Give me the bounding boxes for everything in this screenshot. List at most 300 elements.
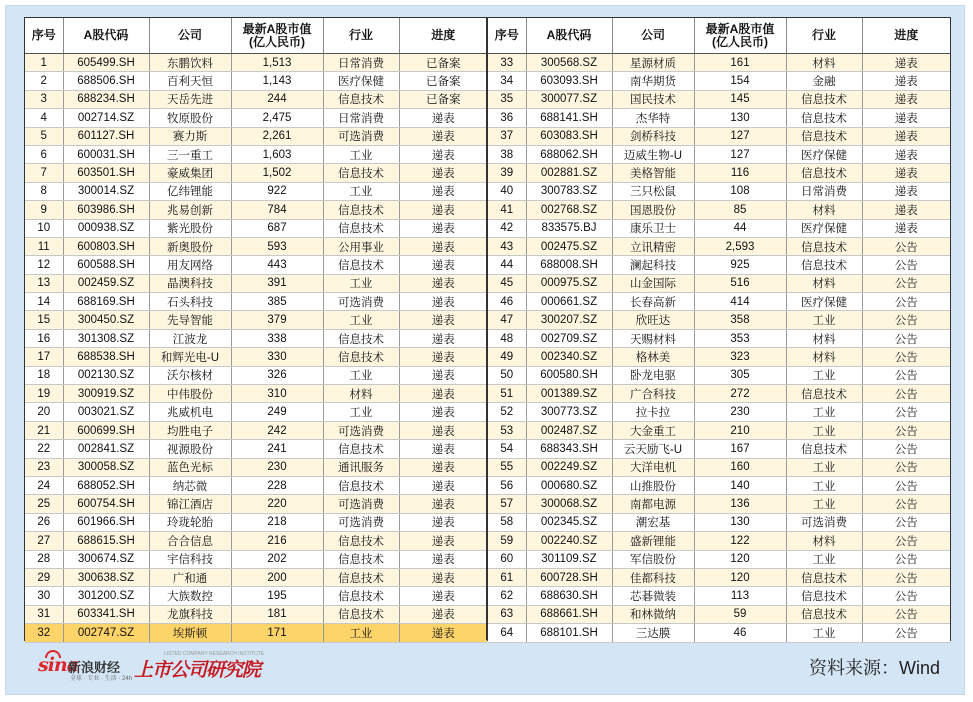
table-row: [488, 587, 950, 605]
cell-company: 大金重工: [612, 421, 694, 439]
cell-progress: 递表: [399, 348, 487, 366]
cell-progress: 公告: [862, 256, 950, 274]
cell-index: 31: [25, 605, 63, 623]
cell-progress: 递表: [399, 311, 487, 329]
cell-market-cap: 241: [231, 440, 323, 458]
cell-market-cap: 44: [694, 219, 786, 237]
table-row: [25, 201, 487, 219]
cell-index: 48: [488, 329, 526, 347]
cell-market-cap: 120: [694, 568, 786, 586]
cell-progress: 递表: [862, 54, 950, 72]
cell-progress: 公告: [862, 293, 950, 311]
table-row: [488, 256, 950, 274]
table-row: [25, 587, 487, 605]
table-row: [488, 605, 950, 623]
table-row: [25, 348, 487, 366]
cell-market-cap: 167: [694, 440, 786, 458]
cell-index: 43: [488, 237, 526, 255]
cell-progress: 递表: [399, 587, 487, 605]
cell-code: 688141.SH: [526, 109, 612, 127]
cell-industry: 通讯服务: [323, 458, 399, 476]
col-header-code: A股代码: [526, 18, 612, 54]
cell-industry: 信息技术: [786, 109, 862, 127]
cell-index: 42: [488, 219, 526, 237]
table-row: [25, 385, 487, 403]
cell-company: 和林微纳: [612, 605, 694, 623]
cell-company: 三只松鼠: [612, 182, 694, 200]
cell-code: 002240.SZ: [526, 532, 612, 550]
cell-progress: 递表: [399, 476, 487, 494]
cell-company: 视源股份: [149, 440, 231, 458]
cell-index: 2: [25, 72, 63, 90]
col-header-index: 序号: [25, 18, 63, 54]
cell-industry: 工业: [323, 366, 399, 384]
table-row: [488, 550, 950, 568]
table-row: [488, 127, 950, 145]
cell-market-cap: 113: [694, 587, 786, 605]
cell-index: 32: [25, 624, 63, 642]
cell-index: 40: [488, 182, 526, 200]
table-row: [488, 348, 950, 366]
table-row: [488, 532, 950, 550]
cell-industry: 信息技术: [323, 348, 399, 366]
cell-code: 002714.SZ: [63, 109, 149, 127]
cell-company: 长春高新: [612, 293, 694, 311]
cell-index: 58: [488, 513, 526, 531]
cell-company: 山推股份: [612, 476, 694, 494]
table-row: [25, 90, 487, 108]
table-row: [25, 440, 487, 458]
cell-code: 000975.SZ: [526, 274, 612, 292]
cell-company: 迈威生物-U: [612, 145, 694, 163]
cell-code: 600031.SH: [63, 145, 149, 163]
cell-code: 300058.SZ: [63, 458, 149, 476]
cell-index: 28: [25, 550, 63, 568]
cell-company: 兆易创新: [149, 201, 231, 219]
sina-finance-logo-text: 新浪财经: [68, 660, 121, 675]
cell-progress: 递表: [399, 403, 487, 421]
cell-industry: 信息技术: [786, 256, 862, 274]
cell-progress: 递表: [399, 293, 487, 311]
cell-index: 45: [488, 274, 526, 292]
cell-progress: 递表: [399, 201, 487, 219]
cell-industry: 工业: [786, 458, 862, 476]
cell-company: 三一重工: [149, 145, 231, 163]
col-header-market-cap: 最新A股市值 (亿人民币): [694, 18, 786, 54]
cell-market-cap: 516: [694, 274, 786, 292]
cell-code: 002459.SZ: [63, 274, 149, 292]
cell-market-cap: 108: [694, 182, 786, 200]
cell-index: 5: [25, 127, 63, 145]
cell-index: 11: [25, 237, 63, 255]
cell-code: 688630.SH: [526, 587, 612, 605]
cell-index: 30: [25, 587, 63, 605]
cell-industry: 可选消费: [323, 421, 399, 439]
cell-industry: 信息技术: [323, 532, 399, 550]
cell-company: 紫光股份: [149, 219, 231, 237]
cell-progress: 公告: [862, 605, 950, 623]
cell-market-cap: 2,475: [231, 109, 323, 127]
cell-company: 晶澳科技: [149, 274, 231, 292]
cell-code: 688343.SH: [526, 440, 612, 458]
cell-industry: 可选消费: [323, 513, 399, 531]
table-row: [488, 182, 950, 200]
cell-market-cap: 323: [694, 348, 786, 366]
cell-market-cap: 130: [694, 513, 786, 531]
cell-industry: 信息技术: [323, 219, 399, 237]
cell-market-cap: 116: [694, 164, 786, 182]
cell-index: 26: [25, 513, 63, 531]
cell-code: 300077.SZ: [526, 90, 612, 108]
cell-company: 天岳先进: [149, 90, 231, 108]
cell-market-cap: 145: [694, 90, 786, 108]
cell-company: 埃斯顿: [149, 624, 231, 642]
cell-market-cap: 161: [694, 54, 786, 72]
table-row: [25, 624, 487, 642]
cell-progress: 递表: [399, 237, 487, 255]
cell-company: 豪威集团: [149, 164, 231, 182]
cell-market-cap: 230: [231, 458, 323, 476]
cell-code: 603093.SH: [526, 72, 612, 90]
cell-company: 格林美: [612, 348, 694, 366]
cell-company: 赛力斯: [149, 127, 231, 145]
cell-index: 41: [488, 201, 526, 219]
cell-progress: 公告: [862, 568, 950, 586]
col-header-index: 序号: [488, 18, 526, 54]
cell-industry: 材料: [786, 532, 862, 550]
cell-index: 46: [488, 293, 526, 311]
table-row: [488, 311, 950, 329]
cell-company: 均胜电子: [149, 421, 231, 439]
table-row: [488, 72, 950, 90]
table-row: [25, 329, 487, 347]
cell-industry: 信息技术: [323, 164, 399, 182]
cell-code: 600728.SH: [526, 568, 612, 586]
cell-progress: 公告: [862, 274, 950, 292]
cell-code: 605499.SH: [63, 54, 149, 72]
table-row: [488, 568, 950, 586]
cell-industry: 信息技术: [323, 568, 399, 586]
cell-industry: 信息技术: [786, 605, 862, 623]
cell-progress: 递表: [862, 145, 950, 163]
cell-market-cap: 195: [231, 587, 323, 605]
cell-market-cap: 59: [694, 605, 786, 623]
header-row: [25, 18, 487, 54]
cell-index: 60: [488, 550, 526, 568]
table-row: [25, 495, 487, 513]
cell-progress: 公告: [862, 476, 950, 494]
cell-company: 玲珑轮胎: [149, 513, 231, 531]
table-row: [488, 237, 950, 255]
cell-progress: 公告: [862, 348, 950, 366]
cell-industry: 工业: [323, 311, 399, 329]
cell-company: 龙旗科技: [149, 605, 231, 623]
col-header-company: 公司: [149, 18, 231, 54]
cell-market-cap: 154: [694, 72, 786, 90]
cell-industry: 信息技术: [786, 385, 862, 403]
cell-index: 59: [488, 532, 526, 550]
cell-industry: 信息技术: [786, 568, 862, 586]
institute-english-name: LISTED COMPANY RESEARCH INSTITUTE: [164, 651, 265, 657]
table-row: [488, 513, 950, 531]
table-row: [25, 403, 487, 421]
cell-code: 688008.SH: [526, 256, 612, 274]
cell-market-cap: 353: [694, 329, 786, 347]
cell-industry: 信息技术: [323, 476, 399, 494]
cell-company: 剑桥科技: [612, 127, 694, 145]
cell-index: 56: [488, 476, 526, 494]
cell-index: 52: [488, 403, 526, 421]
cell-code: 300207.SZ: [526, 311, 612, 329]
cell-progress: 递表: [862, 72, 950, 90]
cell-market-cap: 202: [231, 550, 323, 568]
cell-market-cap: 379: [231, 311, 323, 329]
cell-progress: 递表: [399, 440, 487, 458]
cell-market-cap: 1,513: [231, 54, 323, 72]
cell-company: 潮宏基: [612, 513, 694, 531]
cell-company: 石头科技: [149, 293, 231, 311]
cell-company: 澜起科技: [612, 256, 694, 274]
cell-index: 12: [25, 256, 63, 274]
col-header-industry: 行业: [323, 18, 399, 54]
cell-company: 先导智能: [149, 311, 231, 329]
col-header-market-cap: 最新A股市值 (亿人民币): [231, 18, 323, 54]
cell-index: 23: [25, 458, 63, 476]
cell-market-cap: 216: [231, 532, 323, 550]
cell-progress: 递表: [399, 421, 487, 439]
cell-index: 53: [488, 421, 526, 439]
table-row: [25, 568, 487, 586]
cell-company: 南都电源: [612, 495, 694, 513]
cell-index: 22: [25, 440, 63, 458]
cell-code: 688234.SH: [63, 90, 149, 108]
table-row: [488, 293, 950, 311]
cell-market-cap: 242: [231, 421, 323, 439]
cell-industry: 公用事业: [323, 237, 399, 255]
cell-company: 军信股份: [612, 550, 694, 568]
cell-company: 合合信息: [149, 532, 231, 550]
cell-index: 61: [488, 568, 526, 586]
cell-company: 星源材质: [612, 54, 694, 72]
table-row: [488, 366, 950, 384]
cell-code: 000938.SZ: [63, 219, 149, 237]
cell-company: 康乐卫士: [612, 219, 694, 237]
cell-market-cap: 310: [231, 385, 323, 403]
cell-progress: 递表: [399, 219, 487, 237]
cell-index: 15: [25, 311, 63, 329]
cell-progress: 递表: [862, 90, 950, 108]
cell-index: 1: [25, 54, 63, 72]
cell-industry: 工业: [786, 624, 862, 642]
cell-company: 纳芯微: [149, 476, 231, 494]
cell-progress: 递表: [399, 366, 487, 384]
cell-code: 603083.SH: [526, 127, 612, 145]
table-row: [488, 164, 950, 182]
cell-progress: 递表: [399, 274, 487, 292]
cell-code: 688506.SH: [63, 72, 149, 90]
cell-industry: 信息技术: [786, 587, 862, 605]
cell-industry: 信息技术: [323, 201, 399, 219]
cell-progress: 递表: [399, 127, 487, 145]
cell-progress: 递表: [399, 256, 487, 274]
cell-code: 603501.SH: [63, 164, 149, 182]
cell-code: 600580.SH: [526, 366, 612, 384]
table-row: [488, 458, 950, 476]
cell-company: 江波龙: [149, 329, 231, 347]
cell-code: 301109.SZ: [526, 550, 612, 568]
cell-index: 9: [25, 201, 63, 219]
table-row: [25, 366, 487, 384]
col-header-industry: 行业: [786, 18, 862, 54]
cell-progress: 递表: [399, 109, 487, 127]
cell-progress: 公告: [862, 440, 950, 458]
cell-index: 47: [488, 311, 526, 329]
cell-industry: 工业: [786, 403, 862, 421]
table-row: [25, 182, 487, 200]
cell-industry: 工业: [323, 182, 399, 200]
table-row: [25, 256, 487, 274]
cell-industry: 信息技术: [786, 90, 862, 108]
table-row: [25, 164, 487, 182]
cell-market-cap: 127: [694, 127, 786, 145]
cell-company: 宇信科技: [149, 550, 231, 568]
cell-company: 卧龙电驱: [612, 366, 694, 384]
cell-market-cap: 1,502: [231, 164, 323, 182]
cell-progress: 递表: [399, 513, 487, 531]
cell-index: 13: [25, 274, 63, 292]
cell-company: 大洋电机: [612, 458, 694, 476]
table-row: [488, 403, 950, 421]
cell-industry: 信息技术: [786, 440, 862, 458]
cell-company: 立讯精密: [612, 237, 694, 255]
cell-code: 300773.SZ: [526, 403, 612, 421]
cell-market-cap: 687: [231, 219, 323, 237]
cell-index: 63: [488, 605, 526, 623]
cell-index: 50: [488, 366, 526, 384]
cell-company: 天赐材料: [612, 329, 694, 347]
table-row: [25, 54, 487, 72]
cell-industry: 材料: [786, 201, 862, 219]
table-row: [25, 458, 487, 476]
cell-market-cap: 326: [231, 366, 323, 384]
cell-code: 601127.SH: [63, 127, 149, 145]
cell-market-cap: 122: [694, 532, 786, 550]
cell-industry: 材料: [786, 54, 862, 72]
cell-progress: 递表: [399, 495, 487, 513]
cell-progress: 公告: [862, 624, 950, 642]
cell-industry: 工业: [786, 495, 862, 513]
table-row: [488, 495, 950, 513]
table-row: [25, 109, 487, 127]
table-row: [488, 440, 950, 458]
cell-industry: 工业: [786, 366, 862, 384]
cell-index: 21: [25, 421, 63, 439]
cell-progress: 公告: [862, 495, 950, 513]
cell-code: 001389.SZ: [526, 385, 612, 403]
cell-progress: 递表: [862, 201, 950, 219]
cell-industry: 信息技术: [323, 587, 399, 605]
cell-company: 沃尔核材: [149, 366, 231, 384]
sina-tagline: 全球 · 专业 · 生活 · 24h: [70, 676, 133, 682]
cell-company: 杰华特: [612, 109, 694, 127]
cell-index: 49: [488, 348, 526, 366]
cell-industry: 可选消费: [323, 293, 399, 311]
cell-company: 百利天恒: [149, 72, 231, 90]
cell-market-cap: 414: [694, 293, 786, 311]
cell-company: 国恩股份: [612, 201, 694, 219]
cell-market-cap: 249: [231, 403, 323, 421]
cell-code: 000680.SZ: [526, 476, 612, 494]
cell-index: 14: [25, 293, 63, 311]
cell-index: 64: [488, 624, 526, 642]
table-row: [25, 421, 487, 439]
cell-progress: 公告: [862, 532, 950, 550]
cell-industry: 日常消费: [786, 182, 862, 200]
cell-market-cap: 160: [694, 458, 786, 476]
cell-progress: 递表: [399, 458, 487, 476]
cell-market-cap: 330: [231, 348, 323, 366]
cell-code: 688615.SH: [63, 532, 149, 550]
cell-code: 688661.SH: [526, 605, 612, 623]
cell-index: 16: [25, 329, 63, 347]
cell-code: 002709.SZ: [526, 329, 612, 347]
table-row: [488, 385, 950, 403]
cell-company: 盛新锂能: [612, 532, 694, 550]
cell-company: 欣旺达: [612, 311, 694, 329]
cell-market-cap: 338: [231, 329, 323, 347]
cell-code: 002487.SZ: [526, 421, 612, 439]
cell-progress: 递表: [862, 219, 950, 237]
cell-progress: 递表: [399, 164, 487, 182]
table-row: [25, 605, 487, 623]
cell-code: 300919.SZ: [63, 385, 149, 403]
cell-market-cap: 200: [231, 568, 323, 586]
cell-code: 003021.SZ: [63, 403, 149, 421]
cell-industry: 工业: [323, 274, 399, 292]
cell-company: 广合科技: [612, 385, 694, 403]
cell-progress: 已备案: [399, 72, 487, 90]
cell-code: 300068.SZ: [526, 495, 612, 513]
cell-progress: 递表: [399, 385, 487, 403]
cell-code: 002881.SZ: [526, 164, 612, 182]
cell-progress: 递表: [862, 109, 950, 127]
cell-industry: 可选消费: [323, 127, 399, 145]
institute-logo-text: 上市公司研究院: [134, 659, 261, 681]
cell-progress: 公告: [862, 513, 950, 531]
cell-market-cap: 922: [231, 182, 323, 200]
table-row: [488, 329, 950, 347]
cell-company: 大族数控: [149, 587, 231, 605]
cell-market-cap: 127: [694, 145, 786, 163]
cell-industry: 工业: [786, 476, 862, 494]
table-row: [25, 72, 487, 90]
cell-market-cap: 305: [694, 366, 786, 384]
cell-index: 4: [25, 109, 63, 127]
cell-code: 603986.SH: [63, 201, 149, 219]
cell-company: 新奥股份: [149, 237, 231, 255]
header-row: [488, 18, 950, 54]
cell-market-cap: 784: [231, 201, 323, 219]
cell-index: 55: [488, 458, 526, 476]
cell-company: 国民技术: [612, 90, 694, 108]
cell-code: 002345.SZ: [526, 513, 612, 531]
cell-code: 002747.SZ: [63, 624, 149, 642]
cell-progress: 已备案: [399, 90, 487, 108]
table-row: [25, 237, 487, 255]
cell-market-cap: 1,603: [231, 145, 323, 163]
table-row: [25, 274, 487, 292]
cell-code: 002841.SZ: [63, 440, 149, 458]
